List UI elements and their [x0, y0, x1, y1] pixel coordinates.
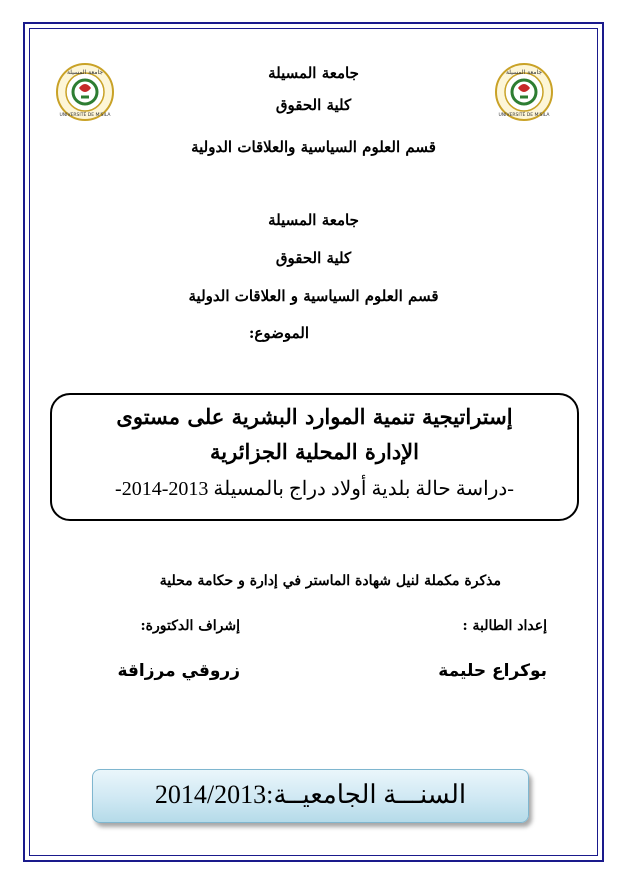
memo-description: مذكرة مكملة لنيل شهادة الماستر في إدارة و حكامة محلية [159, 573, 501, 589]
seal-bottom-text: UNIVERSITÉ DE M'SILA [59, 113, 111, 118]
subject-label: الموضوع: [248, 324, 309, 342]
department-name-2: قسم العلوم السياسية و العلاقات الدولية [188, 287, 439, 305]
seal-top-text: جامعة المسيلة [66, 69, 104, 76]
academic-year: السنـــة الجامعيــة:2014/2013 [154, 780, 467, 809]
thesis-title-line1: إستراتيجية تنمية الموارد البشرية على مستوى [116, 404, 513, 429]
seal-top-text: جامعة المسيلة [505, 69, 543, 76]
seal-bottom-text: UNIVERSITÉ DE M'SILA [498, 113, 550, 118]
supervisor-name: زروقي مرزاقة [117, 661, 240, 681]
faculty-name: كلية الحقوق [275, 96, 352, 114]
thesis-subtitle: -دراسة حالة بلدية أولاد دراج بالمسيلة 2013-2014- [115, 478, 514, 500]
faculty-name-2: كلية الحقوق [275, 249, 352, 267]
thesis-title-box [50, 393, 579, 521]
supervisor-label: إشراف الدكتورة: [140, 618, 240, 634]
academic-year-box [92, 769, 529, 823]
university-name-2: جامعة المسيلة [268, 211, 359, 229]
student-name: بوكراع حليمة [438, 661, 547, 681]
department-name: قسم العلوم السياسية والعلاقات الدولية [191, 138, 436, 156]
prepared-by-label: إعداد الطالبة : [462, 618, 547, 634]
thesis-title-line2: الإدارة المحلية الجزائرية [210, 439, 419, 464]
university-name: جامعة المسيلة [268, 64, 359, 82]
